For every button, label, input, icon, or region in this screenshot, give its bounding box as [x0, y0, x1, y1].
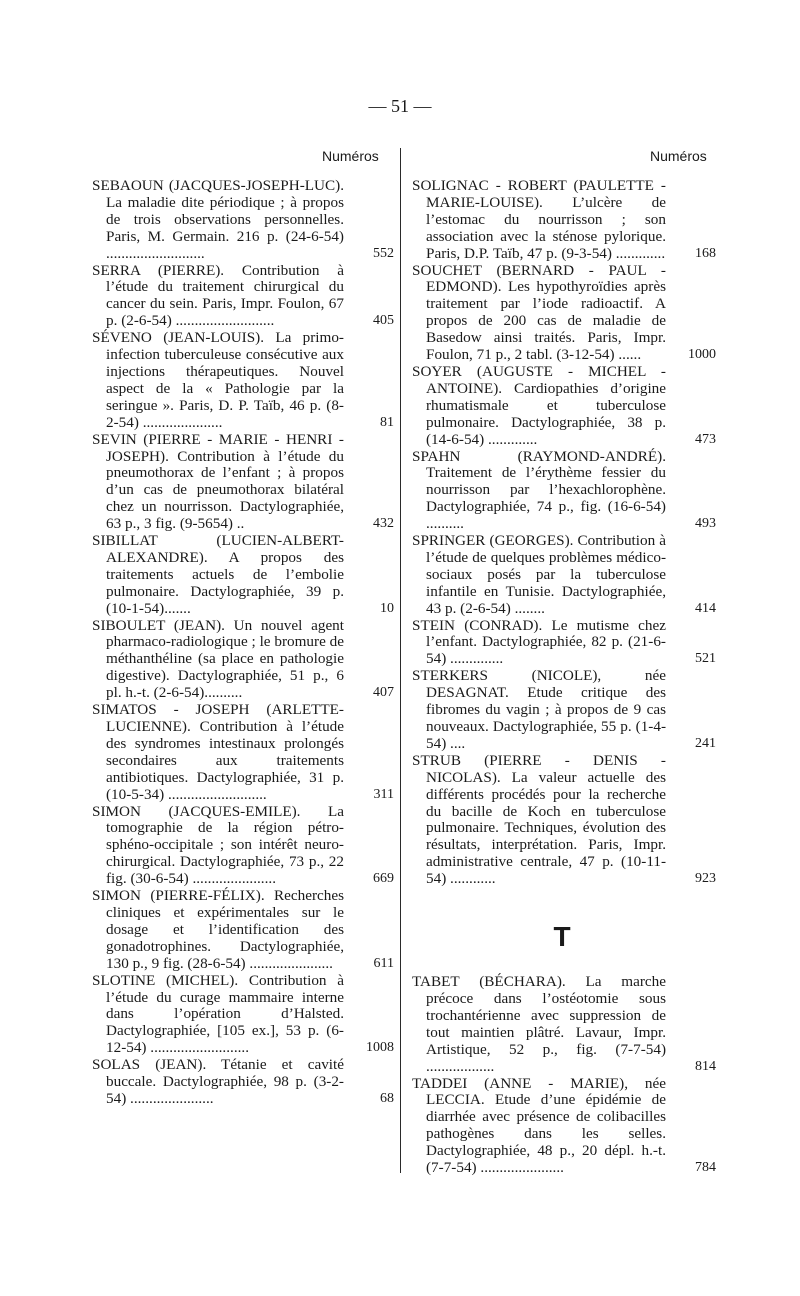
bibliography-entry	[412, 177, 716, 263]
entry-number: 1008	[366, 1040, 394, 1056]
bibliography-entry	[412, 616, 716, 669]
entry-text: SPRINGER (GEORGES). Contribution à l’étude de quelques problèmes médico-sociaux posés par la tuberculose infantile en Tunisie. Dactylographiée, 43 p. (2-6-54) ........	[412, 532, 666, 617]
entry-text: STRUB (PIERRE - DENIS - NICOLAS). La valeur actuelle des différents procédés pour la recherche du bacille de Koch en tuberculose pulmonaire. Techniques, évolution des résultats, interprétation. Paris, Impr. administrative centrale, 47 p. (10-11-54) ............	[412, 751, 666, 888]
bibliography-entry	[92, 532, 394, 618]
bibliography-entry	[92, 1056, 394, 1108]
bibliography-entry	[412, 973, 716, 1075]
entry-number: 414	[695, 600, 716, 616]
entry-text: SIBILLAT (LUCIEN-ALBERT-ALEXANDRE). A propos des traitements actuels de l’embolie pulmonaire. Dactylographiée, 39 p. (10-1-54).......	[92, 532, 344, 617]
entry-text: TADDEI (ANNE - MARIE), née LECCIA. Etude d’une épidémie de diarrhée avec présence de colibacilles pathogènes dans les selles. Dactylographiée, 48 p., 20 dépl. h.-t. (7-7-54) ......................	[412, 1074, 666, 1177]
bibliography-entry	[92, 887, 394, 973]
entry-number: 493	[695, 516, 716, 532]
bibliography-entry	[92, 971, 394, 1058]
entry-number: 68	[380, 1090, 394, 1106]
entry-text: SEVIN (PIERRE - MARIE - HENRI - JOSEPH). Contribution à l’étude du pneumothorax de l’enfant ; à propos d’un cas de pneumothorax bilatéral chez un nourrisson. Dactylographiée, 63 p., 3 fig. (9-5654) ..	[92, 430, 344, 533]
entry-number: 552	[373, 245, 394, 261]
bibliography-entry	[412, 532, 716, 618]
entry-text: STEIN (CONRAD). Le mutisme chez l’enfant. Dactylographiée, 82 p. (21-6-54) ..............	[412, 616, 666, 668]
entry-text: TABET (BÉCHARA). La marche précoce dans l’ostéotomie sous trochantérienne avec suppression de tout maintien plâtré. Lavaur, Impr. Artistique, 52 p., fig. (7-7-54) ..................	[412, 973, 666, 1075]
page-number: — 51 —	[368, 96, 432, 116]
entry-number: 10	[380, 600, 394, 616]
column-header-left: Numéros	[322, 148, 379, 164]
entry-text: SÉVENO (JEAN-LOUIS). La primo-infection tuberculeuse consécutive aux injections thérapeutiques. Nouvel aspect de la « Pathologie par la seringue ». Paris, D. P. Taïb, 46 p. (8-2-54) .....................	[92, 329, 344, 431]
entry-number: 1000	[688, 347, 716, 363]
bibliography-entry	[92, 177, 394, 263]
entry-number: 784	[695, 1160, 716, 1176]
entry-number: 81	[380, 414, 394, 430]
bibliography-entry	[412, 261, 716, 364]
bibliography-entry	[92, 430, 394, 533]
entry-number: 432	[373, 516, 394, 532]
entry-text: SOUCHET (BERNARD - PAUL - EDMOND). Les hypothyroïdies après traitement par l’iode radioactif. A propos de 200 cas de maladie de Basedow ainsi traités. Paris, Impr. Foulon, 71 p., 2 tabl. (3-12-54) ......	[412, 261, 666, 364]
entry-number: 241	[695, 735, 716, 751]
bibliography-entry	[92, 701, 394, 803]
entry-text: STERKERS (NICOLE), née DESAGNAT. Etude critique des fibromes du vagin ; à propos de 9 cas nouveaux. Dactylographiée, 55 p. (1-4-54) ....	[412, 667, 666, 752]
bibliography-entry	[412, 362, 716, 449]
entry-text: SIMATOS - JOSEPH (ARLETTE-LUCIENNE). Contribution à l’étude des syndromes intestinaux prolongés secondaires aux traitements antibiotiques. Dactylographiée, 31 p. (10-5-34) ..........................	[92, 701, 344, 803]
entry-text: SIMON (JACQUES-EMILE). La tomographie de la région pétro-sphéno-occipitale ; son intérêt neuro-chirurgical. Dactylographiée, 73 p., 22 fig. (30-6-54) ......................	[92, 802, 344, 888]
entry-text: SLOTINE (MICHEL). Contribution à l’étude du curage mammaire interne dans l’opération d’Halsted. Dactylographiée, [105 ex.], 53 p. (6-12-54) ..........................	[92, 971, 344, 1057]
left-column	[92, 177, 394, 1108]
entry-number: 311	[373, 786, 394, 802]
entry-text: SOYER (AUGUSTE - MICHEL - ANTOINE). Cardiopathies d’origine rhumatismale et tuberculose pulmonaire. Dactylographiée, 38 p. (14-6-54) .............	[412, 362, 666, 448]
right-column	[412, 177, 716, 1177]
entry-text: SOLAS (JEAN). Tétanie et cavité buccale. Dactylographiée, 98 p. (3-2-54) ......................	[92, 1056, 344, 1107]
entry-text: SOLIGNAC - ROBERT (PAULETTE - MARIE-LOUISE). L’ulcère de l’estomac du nourrisson ; son association avec la sténose pylorique. Paris, D.P. Taïb, 47 p. (9-3-54) .............	[412, 177, 666, 262]
entry-number: 405	[373, 313, 394, 329]
bibliography-entry	[412, 751, 716, 888]
entry-text: SIBOULET (JEAN). Un nouvel agent pharmaco-radiologique ; le bromure de méthanthéline (sa place en pathologie digestive). Dactylographiée, 51 p., 6 pl. h.-t. (2-6-54)..........	[92, 616, 344, 702]
entry-number: 923	[695, 871, 716, 887]
entry-number: 669	[373, 871, 394, 887]
entry-number: 814	[695, 1058, 716, 1074]
bibliography-entry	[92, 261, 394, 331]
section-letter-heading: T	[553, 921, 571, 953]
entry-number: 168	[695, 245, 716, 261]
column-divider	[400, 148, 401, 1173]
bibliography-entry	[412, 447, 716, 534]
entry-number: 407	[373, 685, 394, 701]
bibliography-entry	[412, 1074, 716, 1177]
entry-text: SPAHN (RAYMOND-ANDRÉ). Traitement de l’érythème fessier du nourrisson par l’hexachlorophène. Dactylographiée, 74 p., fig. (16-6-54) ..........	[412, 447, 666, 533]
entry-number: 473	[695, 431, 716, 447]
bibliography-entry	[92, 802, 394, 889]
entry-text: SIMON (PIERRE-FÉLIX). Recherches cliniques et expérimentales sur le dosage et l’identification des gonadotrophines. Dactylographiée, 130 p., 9 fig. (28-6-54) ......................	[92, 887, 344, 972]
entry-number: 611	[373, 955, 394, 971]
entry-number: 521	[695, 651, 716, 667]
entry-text: SERRA (PIERRE). Contribution à l’étude du traitement chirurgical du cancer du sein. Paris, Impr. Foulon, 67 p. (2-6-54) ..........................	[92, 261, 344, 330]
bibliography-entry	[412, 667, 716, 753]
column-header-right: Numéros	[650, 148, 707, 164]
bibliography-entry	[92, 329, 394, 431]
entry-text: SEBAOUN (JACQUES-JOSEPH-LUC). La maladie dite périodique ; à propos de trois observations personnelles. Paris, M. Germain. 216 p. (24-6-54) ..........................	[92, 177, 344, 262]
bibliography-entry	[92, 616, 394, 703]
